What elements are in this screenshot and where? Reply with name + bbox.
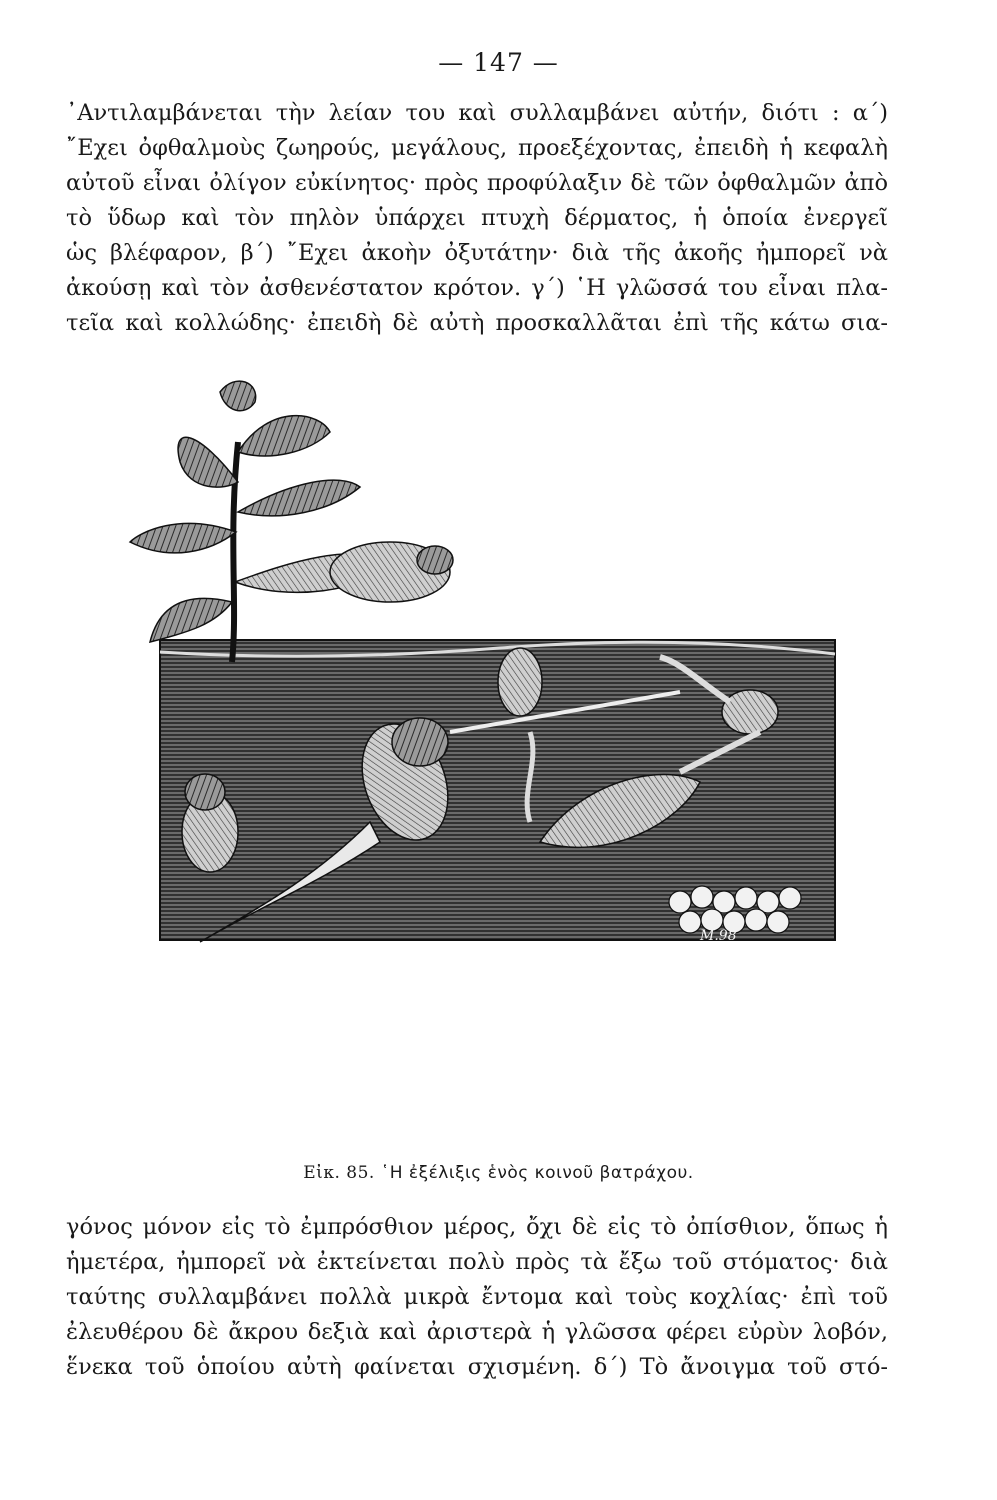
text-line: ὡς βλέφαρον, β΄) ῎Εχει ἀκοὴν ὀξυτάτην· διὰ τῆς ἀκοῆς ἠμπορεῖ νὰ	[66, 240, 888, 266]
frog-development-illustration	[120, 362, 850, 960]
text-line: ἀκούσῃ καὶ τὸν ἀσθενέστατον κρότον. γ΄) ῾Η γλῶσσά του εἶναι πλα-	[66, 275, 888, 301]
text-line: γόνος μόνον εἰς τὸ ἐμπρόσθιον μέρος, ὄχι δὲ εἰς τὸ ὀπίσθιον, ὅπως ἡ	[66, 1214, 888, 1240]
text-line: ταύτης συλλαμβάνει πολλὰ μικρὰ ἔντομα καὶ τοὺς κοχλίας· ἐπὶ τοῦ	[66, 1284, 888, 1310]
plant	[130, 381, 400, 662]
bottom-paragraph	[66, 1210, 888, 1385]
figure-caption	[0, 1163, 997, 1183]
figure-label: Εἰκ. 85.	[303, 1163, 375, 1183]
figure-caption-text: ῾Η ἐξέλιξις ἑνὸς κοινοῦ βατράχου.	[380, 1163, 694, 1183]
text-line: ῎Εχει ὀφθαλμοὺς ζωηρούς, μεγάλους, προεξέχοντας, ἐπειδὴ ἡ κεφαλὴ	[66, 135, 888, 161]
text-line: ἐλευθέρου δὲ ἄκρου δεξιὰ καὶ ἀριστερὰ ἡ γλῶσσα φέρει εὐρὺν λοβόν,	[66, 1319, 888, 1345]
text-line: ᾿Αντιλαμβάνεται τὴν λείαν του καὶ συλλαμβάνει αὐτήν, διότι : α΄)	[66, 100, 888, 126]
adult-frog	[330, 542, 453, 602]
artist-signature: M.98	[700, 928, 737, 944]
text-line: ἡμετέρα, ἠμπορεῖ νὰ ἐκτείνεται πολὺ πρὸς τὰ ἔξω τοῦ στόματος· διὰ	[66, 1249, 888, 1275]
text-line: τὸ ὕδωρ καὶ τὸν πηλὸν ὑπάρχει πτυχὴ δέρματος, ἡ ὁποία ἐνεργεῖ	[66, 205, 888, 231]
top-paragraph	[66, 96, 888, 341]
page-number: — 147 —	[438, 48, 559, 77]
text-line: τεῖα καὶ κολλώδης· ἐπειδὴ δὲ αὐτὴ προσκαλλᾶται ἐπὶ τῆς κάτω σια-	[66, 310, 888, 336]
text-line: αὐτοῦ εἶναι ὀλίγον εὐκίνητος· πρὸς προφύλαξιν δὲ τῶν ὀφθαλμῶν ἀπὸ	[66, 170, 888, 196]
text-line: ἕνεκα τοῦ ὁποίου αὐτὴ φαίνεται σχισμένη. δ΄) Τὸ ἄνοιγμα τοῦ στό-	[66, 1354, 888, 1380]
